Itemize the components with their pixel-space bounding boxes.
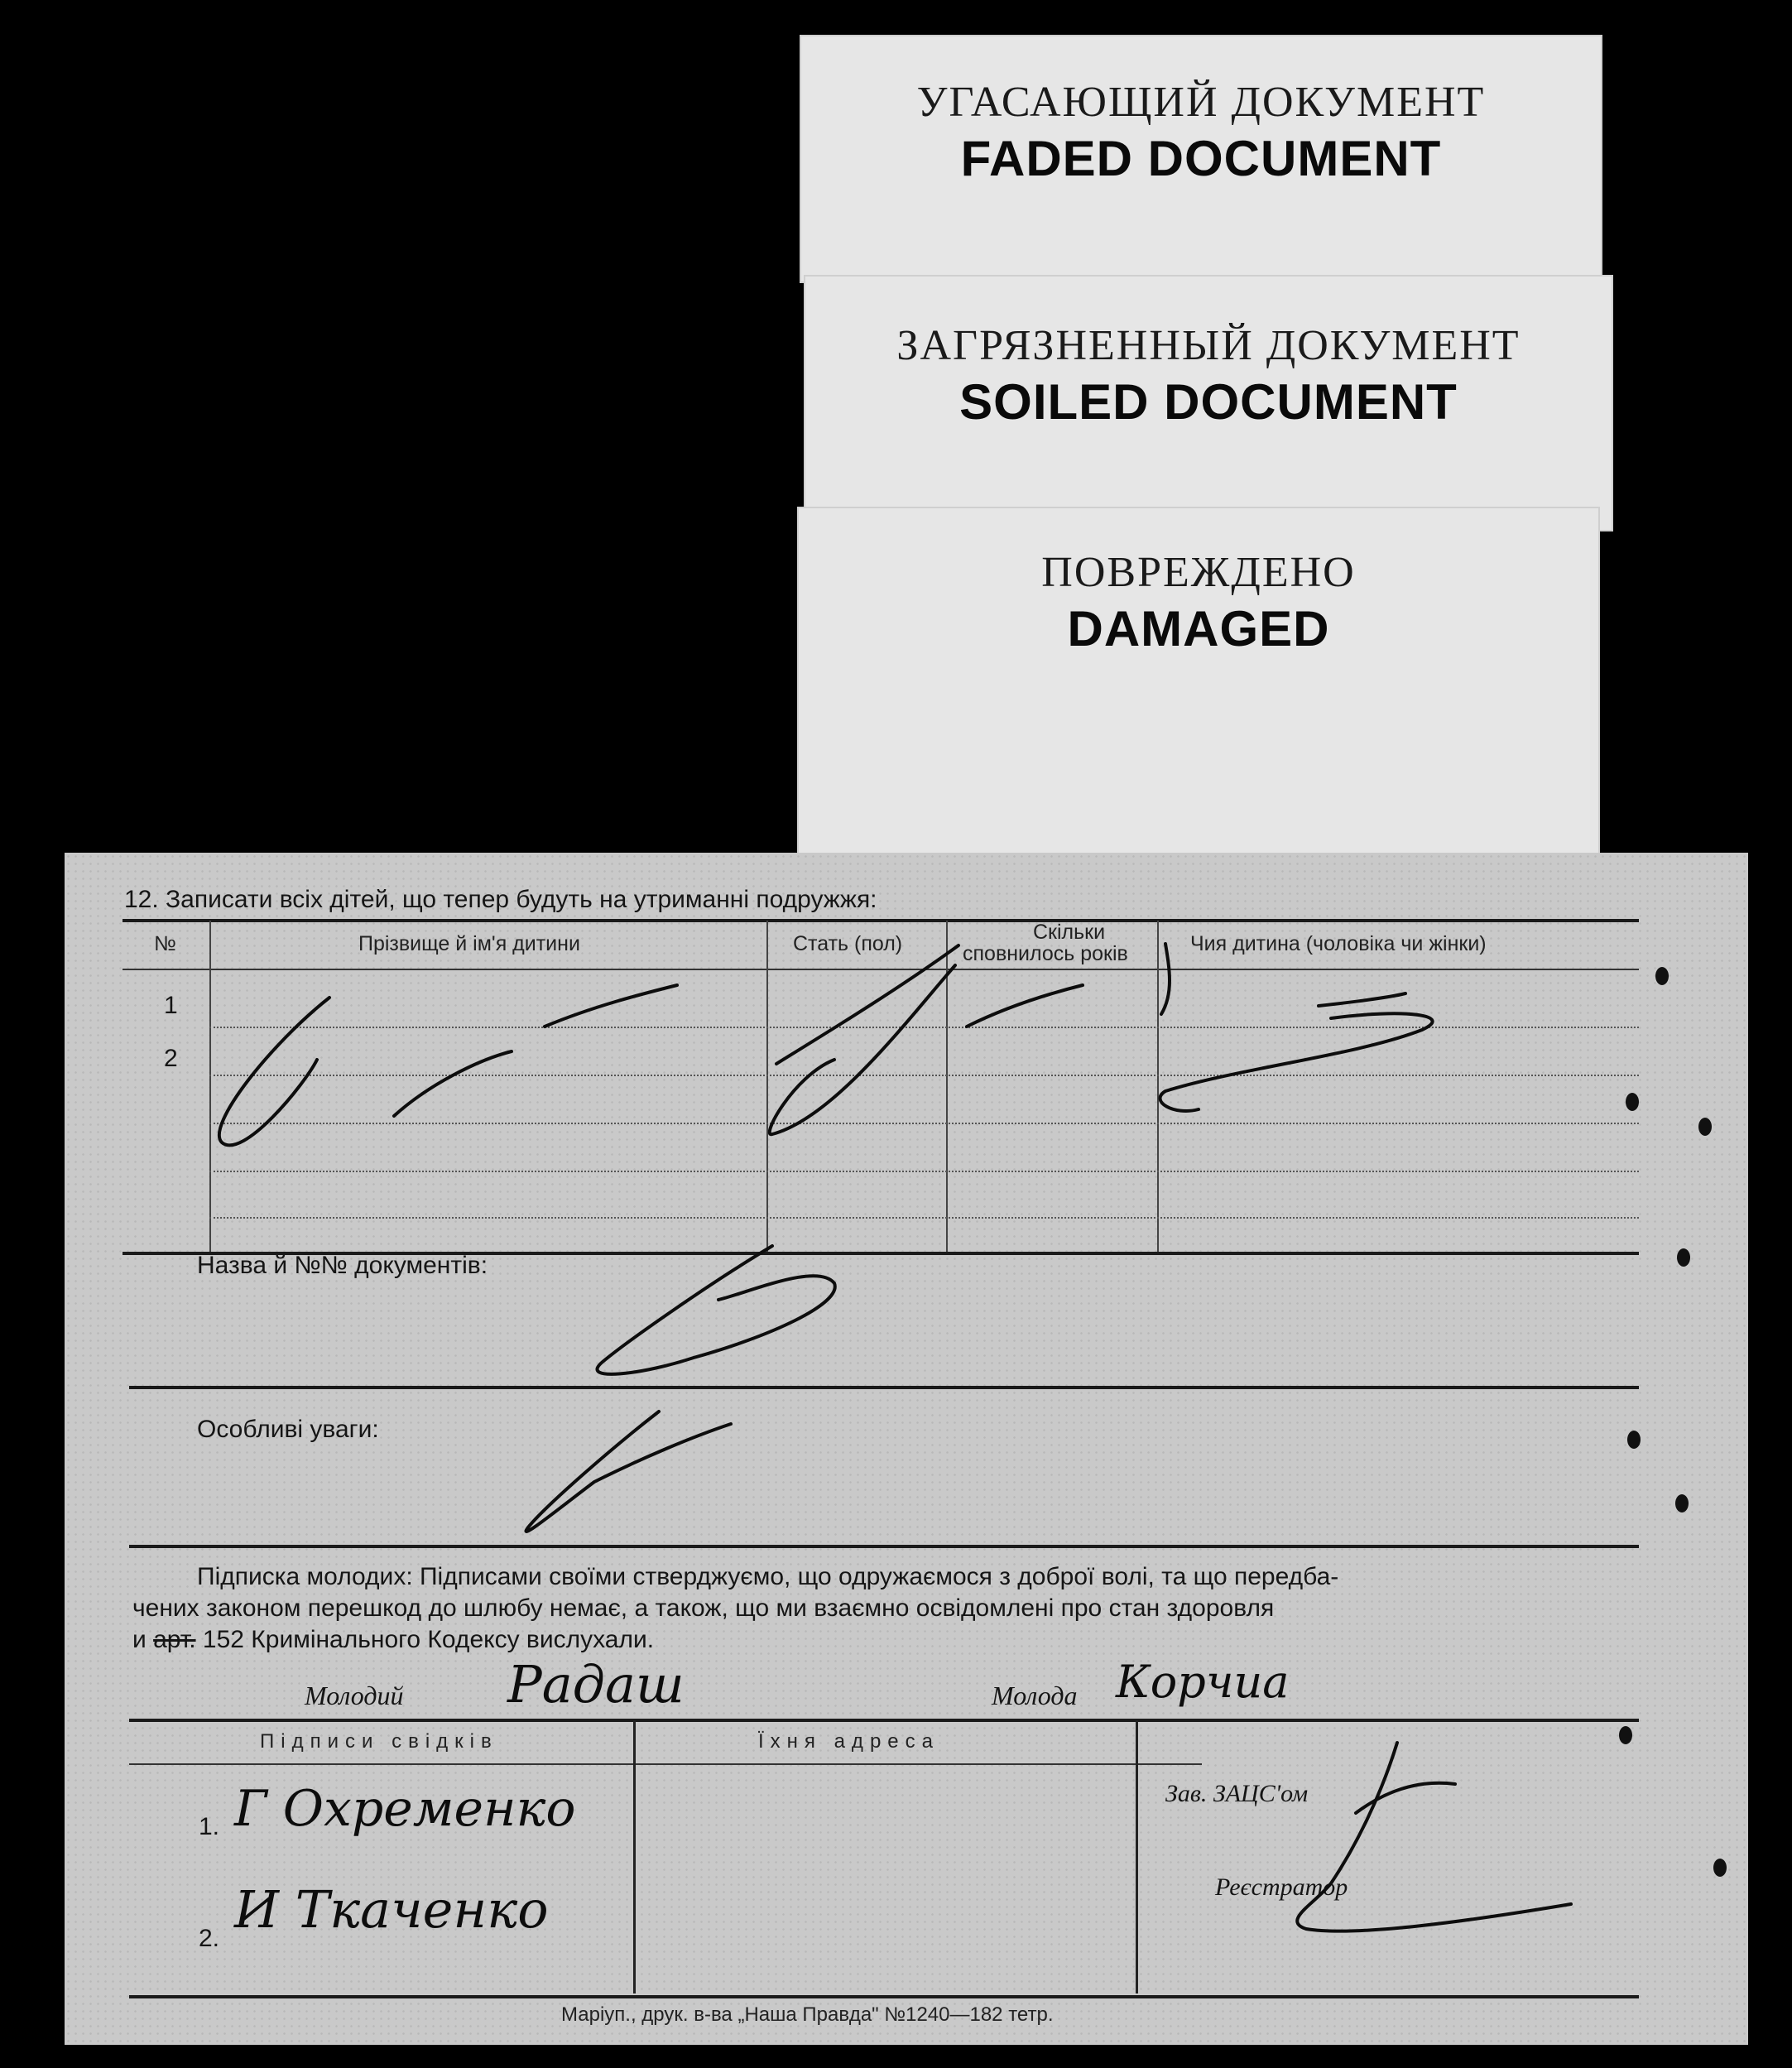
cross-out-stroke bbox=[597, 1246, 834, 1374]
cross-out-stroke bbox=[545, 985, 677, 1027]
column-header-parent: Чия дитина (чоловіка чи жінки) bbox=[1190, 932, 1487, 955]
row-number: 1 bbox=[164, 992, 178, 1019]
binding-hole bbox=[1626, 1093, 1639, 1111]
marriage-record-form bbox=[65, 853, 1748, 2045]
binding-hole bbox=[1655, 967, 1669, 985]
damaged-card bbox=[797, 507, 1600, 858]
binding-hole bbox=[1675, 1494, 1689, 1513]
card-english-label: SOILED DOCUMENT bbox=[959, 374, 1458, 430]
witness-number: 2. bbox=[199, 1925, 220, 1952]
column-header-sex: Стать (пол) bbox=[793, 932, 903, 955]
printer-imprint: Маріуп., друк. в-ва „Наша Правда" №1240—182 тетр. bbox=[561, 2003, 1054, 2026]
column-header-number: № bbox=[154, 932, 176, 955]
binding-hole bbox=[1698, 1118, 1712, 1136]
binding-hole bbox=[1627, 1431, 1641, 1449]
card-russian-label: ПОВРЕЖДЕНО bbox=[1041, 549, 1356, 596]
registrar-label: Реєстратор bbox=[1215, 1873, 1348, 1901]
cross-out-stroke bbox=[776, 945, 958, 1064]
cross-out-stroke bbox=[1297, 1743, 1571, 1931]
binding-hole bbox=[1713, 1859, 1727, 1877]
witness-2-signature: И Ткаченко bbox=[234, 1879, 549, 1940]
pledge-rest: 152 Кримінального Кодексу вислухали. bbox=[195, 1626, 655, 1653]
groom-signature: Радаш bbox=[507, 1654, 685, 1715]
column-header-child-name: Прізвище й ім'я дитини bbox=[358, 932, 580, 955]
pledge-prefix: и bbox=[132, 1626, 154, 1653]
cross-out-stroke bbox=[219, 998, 329, 1145]
card-english-label: DAMAGED bbox=[1067, 601, 1330, 656]
witness-number: 1. bbox=[199, 1813, 220, 1840]
pledge-line-1: Підписка молодих: Підписами своїми стверджуємо, що одружаємося з доброї волі, та що передба- bbox=[197, 1563, 1339, 1590]
cross-out-stroke bbox=[1161, 944, 1170, 1014]
card-russian-label: УГАСАЮЩИЙ ДОКУМЕНТ bbox=[916, 79, 1486, 126]
bride-signature: Корчиа bbox=[1116, 1656, 1290, 1708]
witness-header: Підписи свідків bbox=[260, 1730, 498, 1753]
handwritten-strokes bbox=[65, 853, 1748, 2045]
binding-hole bbox=[1677, 1248, 1690, 1267]
row-number: 2 bbox=[164, 1045, 178, 1072]
cross-out-stroke bbox=[1319, 993, 1405, 1006]
documents-label: Назва й №№ документів: bbox=[197, 1252, 488, 1279]
card-english-label: FADED DOCUMENT bbox=[960, 131, 1442, 186]
groom-label: Молодий bbox=[305, 1681, 404, 1710]
card-russian-label: ЗАГРЯЗНЕННЫЙ ДОКУМЕНТ bbox=[896, 322, 1521, 369]
witness-1-signature: Г Охременко bbox=[234, 1780, 576, 1838]
cross-out-stroke bbox=[394, 1051, 512, 1116]
cross-out-stroke bbox=[1160, 1013, 1433, 1111]
address-header: Їхня адреса bbox=[758, 1730, 939, 1753]
cross-out-stroke bbox=[967, 985, 1083, 1027]
column-header-age-line1: Скільки bbox=[1033, 921, 1106, 944]
section-12-title: 12. Записати всіх дітей, що тепер будуть на утриманні подружжя: bbox=[124, 886, 877, 913]
bride-label: Молода bbox=[992, 1681, 1078, 1710]
faded-document-card bbox=[800, 35, 1602, 283]
pledge-line-2: чених законом перешкод до шлюбу немає, а також, що ми взаємно освідомлені про стан здоровля bbox=[132, 1594, 1275, 1622]
cross-out-stroke bbox=[526, 1412, 731, 1532]
binding-hole bbox=[1619, 1726, 1632, 1744]
head-of-registry-label: Зав. ЗАЦС'ом bbox=[1165, 1780, 1309, 1807]
soiled-document-card bbox=[804, 275, 1613, 531]
column-header-age-line2: сповнилось років bbox=[963, 942, 1128, 965]
pledge-struck-text: арт. bbox=[153, 1626, 196, 1653]
remarks-label: Особливі уваги: bbox=[197, 1416, 379, 1443]
